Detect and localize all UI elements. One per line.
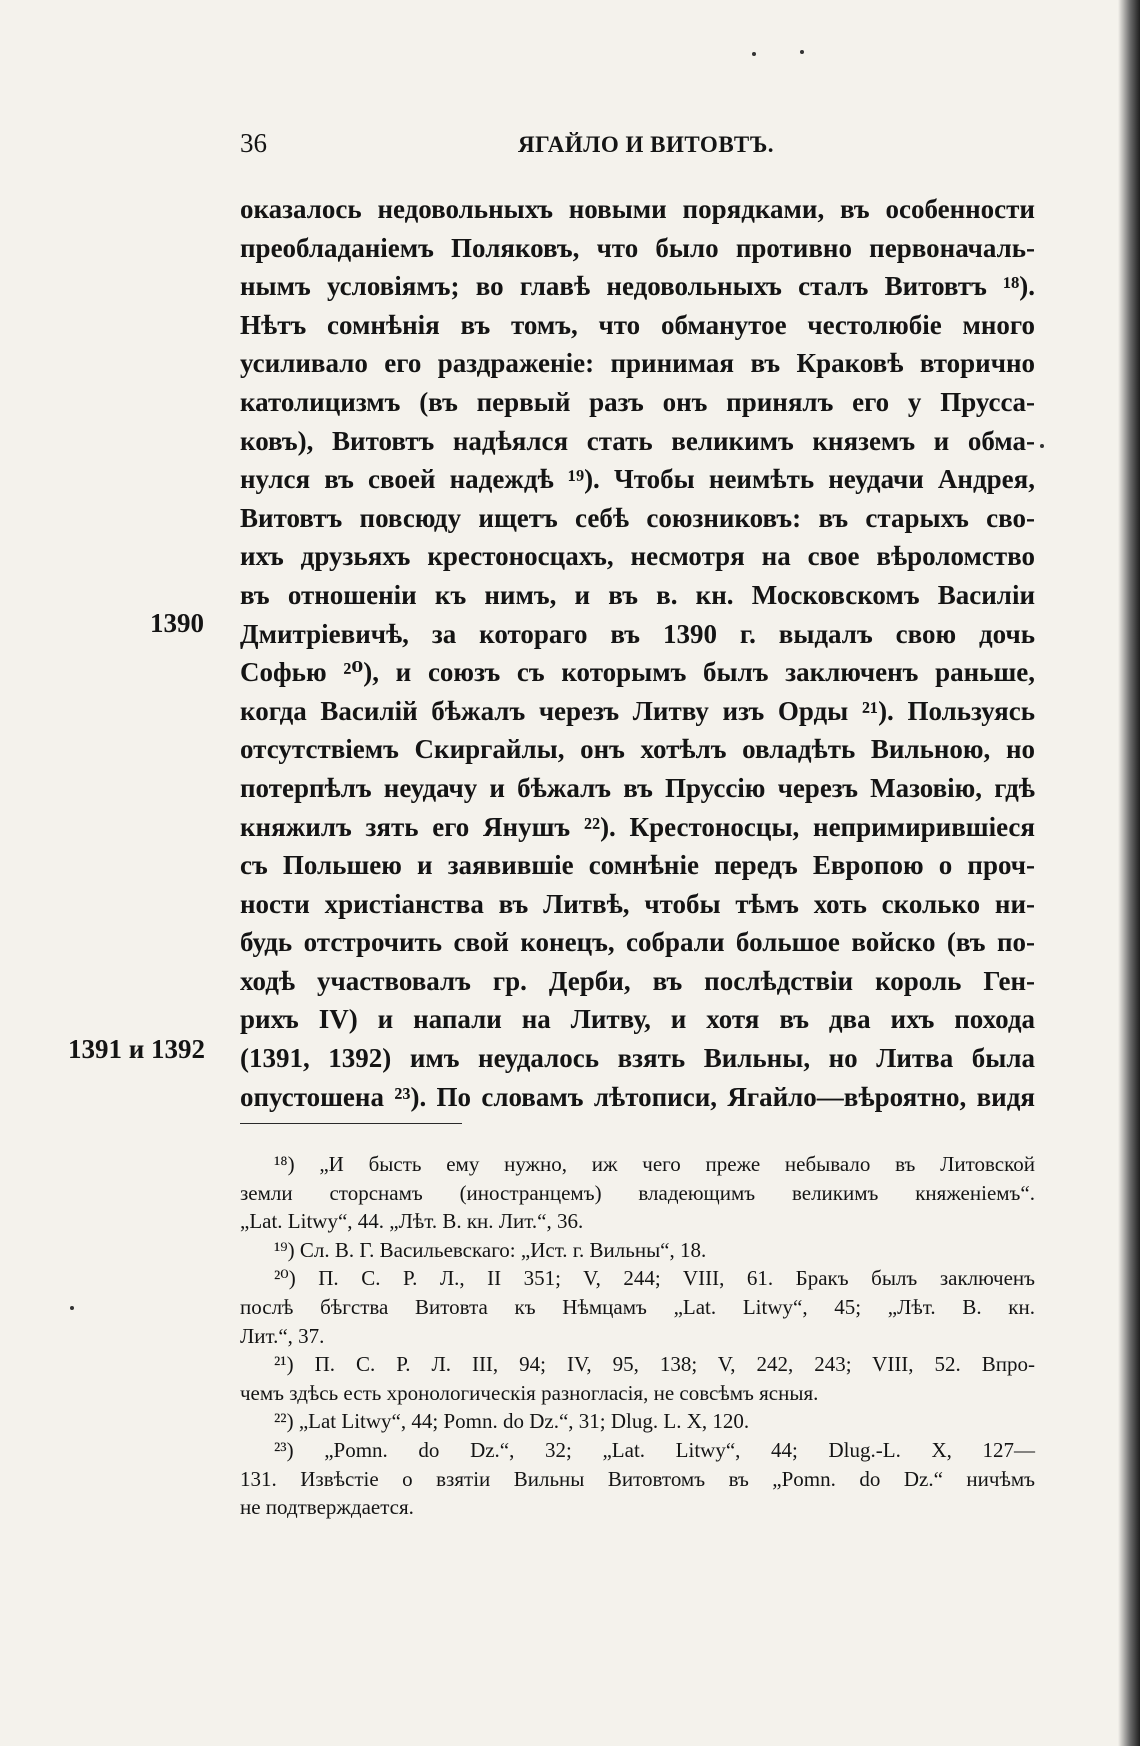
margin-year-note: 1391 и 1392	[68, 1034, 206, 1064]
footnote-line: ²²) „Lat Litwy“, 44; Pomn. do Dz.“, 31; Dlug. L. X, 120.	[274, 1409, 750, 1434]
footnote-line: не подтверждается.	[240, 1495, 414, 1520]
footnotes	[240, 1150, 1035, 1522]
footnote-line: ¹⁹) Сл. В. Г. Васильевскаго: „Ист. г. Вильны“, 18.	[274, 1237, 707, 1262]
text-line: Нѣтъ сомнѣнія въ томъ, что обманутое честолюбіе много	[240, 309, 1035, 340]
footnote-line: ¹⁸) „И бысть ему нужно, иж чего преже небывало въ Литовской	[274, 1152, 1035, 1176]
margin-year-note: 1390	[150, 608, 204, 638]
footnote-line: ²³) „Pomn. do Dz.“, 32; „Lat. Litwy“, 44; Dlug.-L. X, 127—	[274, 1437, 1035, 1462]
page-header	[240, 128, 1040, 168]
footnote-line: Лит.“, 37.	[240, 1323, 325, 1348]
text-line: Софью ²⁰), и союзъ съ которымъ былъ заключенъ раньше,	[240, 657, 1035, 688]
print-speck	[752, 52, 756, 56]
running-title: ЯГАЙЛО И ВИТОВТЪ.	[518, 132, 775, 157]
text-line: Витовтъ повсюду ищетъ себѣ союзниковъ: въ старыхъ сво-	[240, 502, 1035, 533]
text-line: рихъ IV) и напали на Литву, и хотя въ два ихъ похода	[240, 1004, 1035, 1035]
text-line: Дмитріевичѣ, за котораго въ 1390 г. выдалъ свою дочь	[240, 618, 1035, 649]
page-spine-shadow	[1118, 0, 1140, 1746]
text-line: ходѣ участвовалъ гр. Дерби, въ послѣдствіи король Ген-	[240, 965, 1035, 996]
text-line: когда Василій бѣжалъ черезъ Литву изъ Орды ²¹). Пользуясь	[240, 695, 1035, 726]
footnote-line: чемъ здѣсь есть хронологическія разногласія, не совсѣмъ ясныя.	[240, 1380, 819, 1405]
text-line: опустошена ²³). По словамъ лѣтописи, Ягайло—вѣроятно, видя	[240, 1081, 1035, 1112]
text-line: потерпѣлъ неудачу и бѣжалъ въ Пруссію черезъ Мазовію, гдѣ	[240, 772, 1035, 803]
footnote-line: 131. Извѣстіе о взятіи Вильны Витовтомъ въ „Pomn. do Dz.“ ничѣмъ	[240, 1466, 1035, 1491]
text-line: отсутствіемъ Скиргайлы, онъ хотѣлъ овладѣть Вильною, но	[240, 734, 1035, 765]
print-speck	[70, 1306, 74, 1310]
text-line: преобладаніемъ Поляковъ, что было противно первоначаль-	[240, 232, 1035, 263]
text-line: въ отношеніи къ нимъ, и въ в. кн. Московскомъ Василіи	[240, 579, 1035, 610]
text-line: нулся въ своей надеждѣ ¹⁹). Чтобы неимѣть неудачи Андрея,	[240, 464, 1035, 495]
text-line: ковъ), Витовтъ надѣялся стать великимъ княземъ и обма-	[240, 425, 1035, 456]
main-text	[240, 190, 1035, 1116]
footnote-line: земли сторснамъ (иностранцемъ) владеющимъ великимъ княженіемъ“.	[240, 1180, 1035, 1205]
text-line: усиливало его раздраженіе: принимая въ Краковѣ вторично	[240, 348, 1035, 379]
text-line: нымъ условіямъ; во главѣ недовольныхъ сталъ Витовтъ ¹⁸).	[240, 271, 1035, 302]
text-line: будь отстрочить свой конецъ, собрали большое войско (въ по-	[240, 927, 1035, 958]
footnote-line: ²⁰) П. С. Р. Л., II 351; V, 244; VIII, 61. Бракъ былъ заключенъ	[274, 1266, 1035, 1291]
text-line: католицизмъ (въ первый разъ онъ принялъ его у Пруссa-	[240, 386, 1035, 417]
page-number: 36	[240, 128, 267, 158]
footnote-divider	[240, 1123, 462, 1124]
text-line: съ Польшею и заявившіе сомнѣніе передъ Европою о проч-	[240, 850, 1035, 881]
footnote-line: послѣ бѣгства Витовта къ Нѣмцамъ „Lat. Litwy“, 45; „Лѣт. В. кн.	[240, 1294, 1035, 1319]
text-line: княжилъ зять его Янушъ ²²). Крестоносцы, непримирившіеся	[240, 811, 1035, 842]
print-speck	[800, 50, 804, 54]
print-speck	[1040, 444, 1044, 448]
text-line: ности христіанства въ Литвѣ, чтобы тѣмъ хоть сколько ни-	[240, 888, 1035, 919]
footnote-line: ²¹) П. С. Р. Л. III, 94; IV, 95, 138; V, 242, 243; VIII, 52. Впро-	[274, 1352, 1035, 1377]
footnote-line: „Lat. Litwy“, 44. „Лѣт. В. кн. Лит.“, 36.	[240, 1209, 584, 1234]
text-line: оказалось недовольныхъ новыми порядками, въ особенности	[240, 194, 1035, 224]
text-line: (1391, 1392) имъ неудалось взять Вильны, но Литва была	[240, 1043, 1035, 1074]
text-line: ихъ друзьяхъ крестоносцахъ, несмотря на свое вѣроломство	[240, 541, 1035, 572]
